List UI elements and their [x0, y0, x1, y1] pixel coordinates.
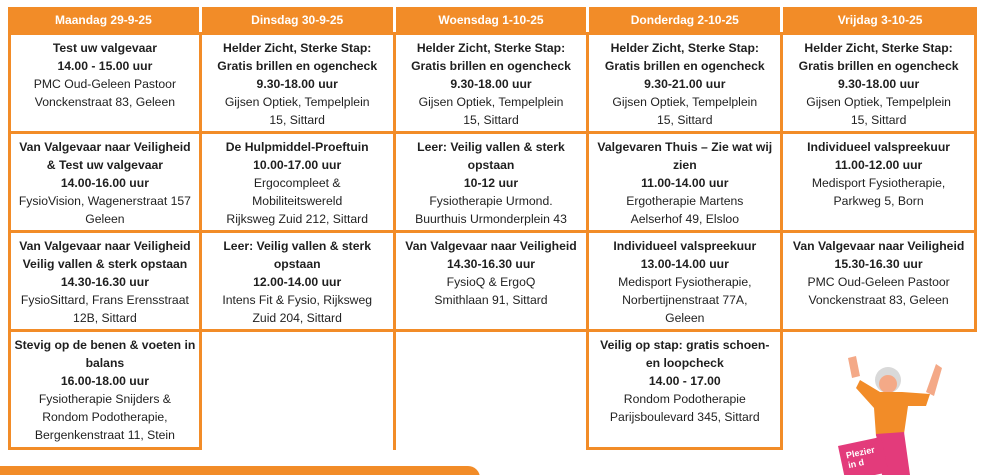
event-location: FysioVision, Wagenerstraat 157 Geleen [18, 194, 191, 226]
event-cell [783, 233, 977, 332]
event-title: Van Valgevaar naar Veiligheid & Test uw valgevaar [19, 140, 191, 172]
event-title: Leer: Veilig vallen & sterk opstaan [417, 140, 565, 172]
event-location: Gijsen Optiek, Tempelplein 15, Sittard [418, 95, 564, 127]
schedule-row [8, 134, 977, 233]
event-time: 13.00-14.00 uur [640, 257, 729, 271]
empty-cell [396, 332, 590, 450]
event-title: Individueel valspreekuur [807, 140, 951, 154]
event-cell [396, 233, 590, 332]
event-title: De Hulpmiddel-Proeftuin [225, 140, 369, 154]
event-time: 11.00-14.00 uur [641, 176, 729, 190]
event-time: 14.30-16.30 uur [60, 275, 149, 289]
event-time: 12.00-14.00 uur [253, 275, 342, 289]
event-title: Test uw valgevaar [52, 41, 157, 55]
raised-arm-left [848, 356, 860, 378]
event-location: PMC Oud-Geleen Pastoor Vonckenstraat 83, Geleen [807, 275, 950, 307]
event-cell [589, 32, 783, 134]
event-location: Intens Fit & Fysio, Rijksweg Zuid 204, Sittard [222, 293, 373, 325]
day-header-monday: Maandag 29-9-25 [8, 7, 202, 32]
event-title: Leer: Veilig vallen & sterk opstaan [223, 239, 372, 271]
event-location: Fysiotherapie Snijders & Rondom Podotherapie, Bergenkenstraat 11, Stein [34, 392, 175, 442]
event-title: Van Valgevaar naar Veiligheid [792, 239, 965, 253]
event-title: Helder Zicht, Sterke Stap: Gratis brillen en ogencheck [798, 41, 959, 73]
empty-cell [202, 332, 396, 450]
day-header-thursday: Donderdag 2-10-25 [589, 7, 783, 32]
event-time: 14.00 - 15.00 uur [57, 59, 153, 73]
event-cell [8, 233, 202, 332]
day-header-friday: Vrijdag 3-10-25 [783, 7, 977, 32]
event-location: Medisport Fysiotherapie, Norbertijnenstraat 77A, Geleen [618, 275, 752, 325]
raised-arm-right [926, 364, 942, 396]
day-header-row [8, 7, 977, 32]
event-title: Helder Zicht, Sterke Stap: Gratis brillen en ogencheck [411, 41, 571, 73]
event-time: 11.00-12.00 uur [834, 158, 923, 172]
event-cell [589, 134, 783, 233]
event-time: 10.00-17.00 uur [253, 158, 342, 172]
event-title: Individueel valspreekuur [613, 239, 757, 253]
event-cell [783, 32, 977, 134]
event-cell [202, 32, 396, 134]
event-location: Gijsen Optiek, Tempelplein 15, Sittard [224, 95, 370, 127]
event-time: 16.00-18.00 uur [60, 374, 149, 388]
face [879, 375, 897, 393]
event-cell [8, 332, 202, 450]
event-cell [783, 134, 977, 233]
event-cell [589, 233, 783, 332]
event-time: 9.30-21.00 uur [644, 77, 726, 91]
event-title: Veilig op stap: gratis schoen- en loopcheck [600, 338, 770, 370]
event-title: Van Valgevaar naar Veiligheid Veilig vallen & sterk opstaan [19, 239, 191, 271]
event-location: Gijsen Optiek, Tempelplein 15, Sittard [806, 95, 951, 127]
event-time: 9.30-18.00 uur [256, 77, 338, 91]
event-cell [8, 134, 202, 233]
event-location: Ergotherapie Martens Aelserhof 49, Elsloo [626, 194, 744, 226]
bottom-accent-bar [0, 466, 480, 475]
event-time: 9.30-18.00 uur [450, 77, 532, 91]
event-location: PMC Oud-Geleen Pastoor Vonckenstraat 83, Geleen [33, 77, 177, 109]
promo-text: Plezier in d [845, 444, 876, 471]
event-location: Medisport Fysiotherapie, Parkweg 5, Born [811, 176, 946, 208]
event-time: 14.00-16.00 uur [60, 176, 149, 190]
event-title: Valgevaren Thuis – Zie wat wij zien [597, 140, 773, 172]
event-cell [8, 32, 202, 134]
event-cell [202, 233, 396, 332]
event-title: Stevig op de benen & voeten in balans [14, 338, 196, 370]
event-location: Fysiotherapie Urmond. Buurthuis Urmonderplein 43 [415, 194, 567, 226]
day-header-tuesday: Dinsdag 30-9-25 [202, 7, 396, 32]
event-location: FysioSittard, Frans Erensstraat 12B, Sittard [20, 293, 189, 325]
event-time: 15.30-16.30 uur [834, 257, 923, 271]
event-title: Helder Zicht, Sterke Stap: Gratis brillen en ogencheck [217, 41, 378, 73]
event-time: 14.30-16.30 uur [446, 257, 536, 271]
event-location: FysioQ & ErgoQ Smithlaan 91, Sittard [434, 275, 548, 307]
schedule-row [8, 32, 977, 134]
schedule-row [8, 233, 977, 332]
event-cell [589, 332, 783, 450]
event-cell [396, 32, 590, 134]
event-title: Helder Zicht, Sterke Stap: Gratis brillen en ogencheck [604, 41, 765, 73]
event-time: 10-12 uur [463, 176, 519, 190]
day-header-wednesday: Woensdag 1-10-25 [396, 7, 590, 32]
event-cell [396, 134, 590, 233]
event-location: Gijsen Optiek, Tempelplein 15, Sittard [612, 95, 758, 127]
event-location: Ergocompleet & Mobiliteitswereld Rijksweg Zuid 212, Sittard [226, 176, 368, 226]
event-location: Rondom Podotherapie Parijsboulevard 345, Sittard [609, 392, 760, 424]
event-title: Van Valgevaar naar Veiligheid [405, 239, 577, 253]
event-time: 9.30-18.00 uur [837, 77, 920, 91]
event-time: 14.00 - 17.00 [648, 374, 721, 388]
event-cell [202, 134, 396, 233]
